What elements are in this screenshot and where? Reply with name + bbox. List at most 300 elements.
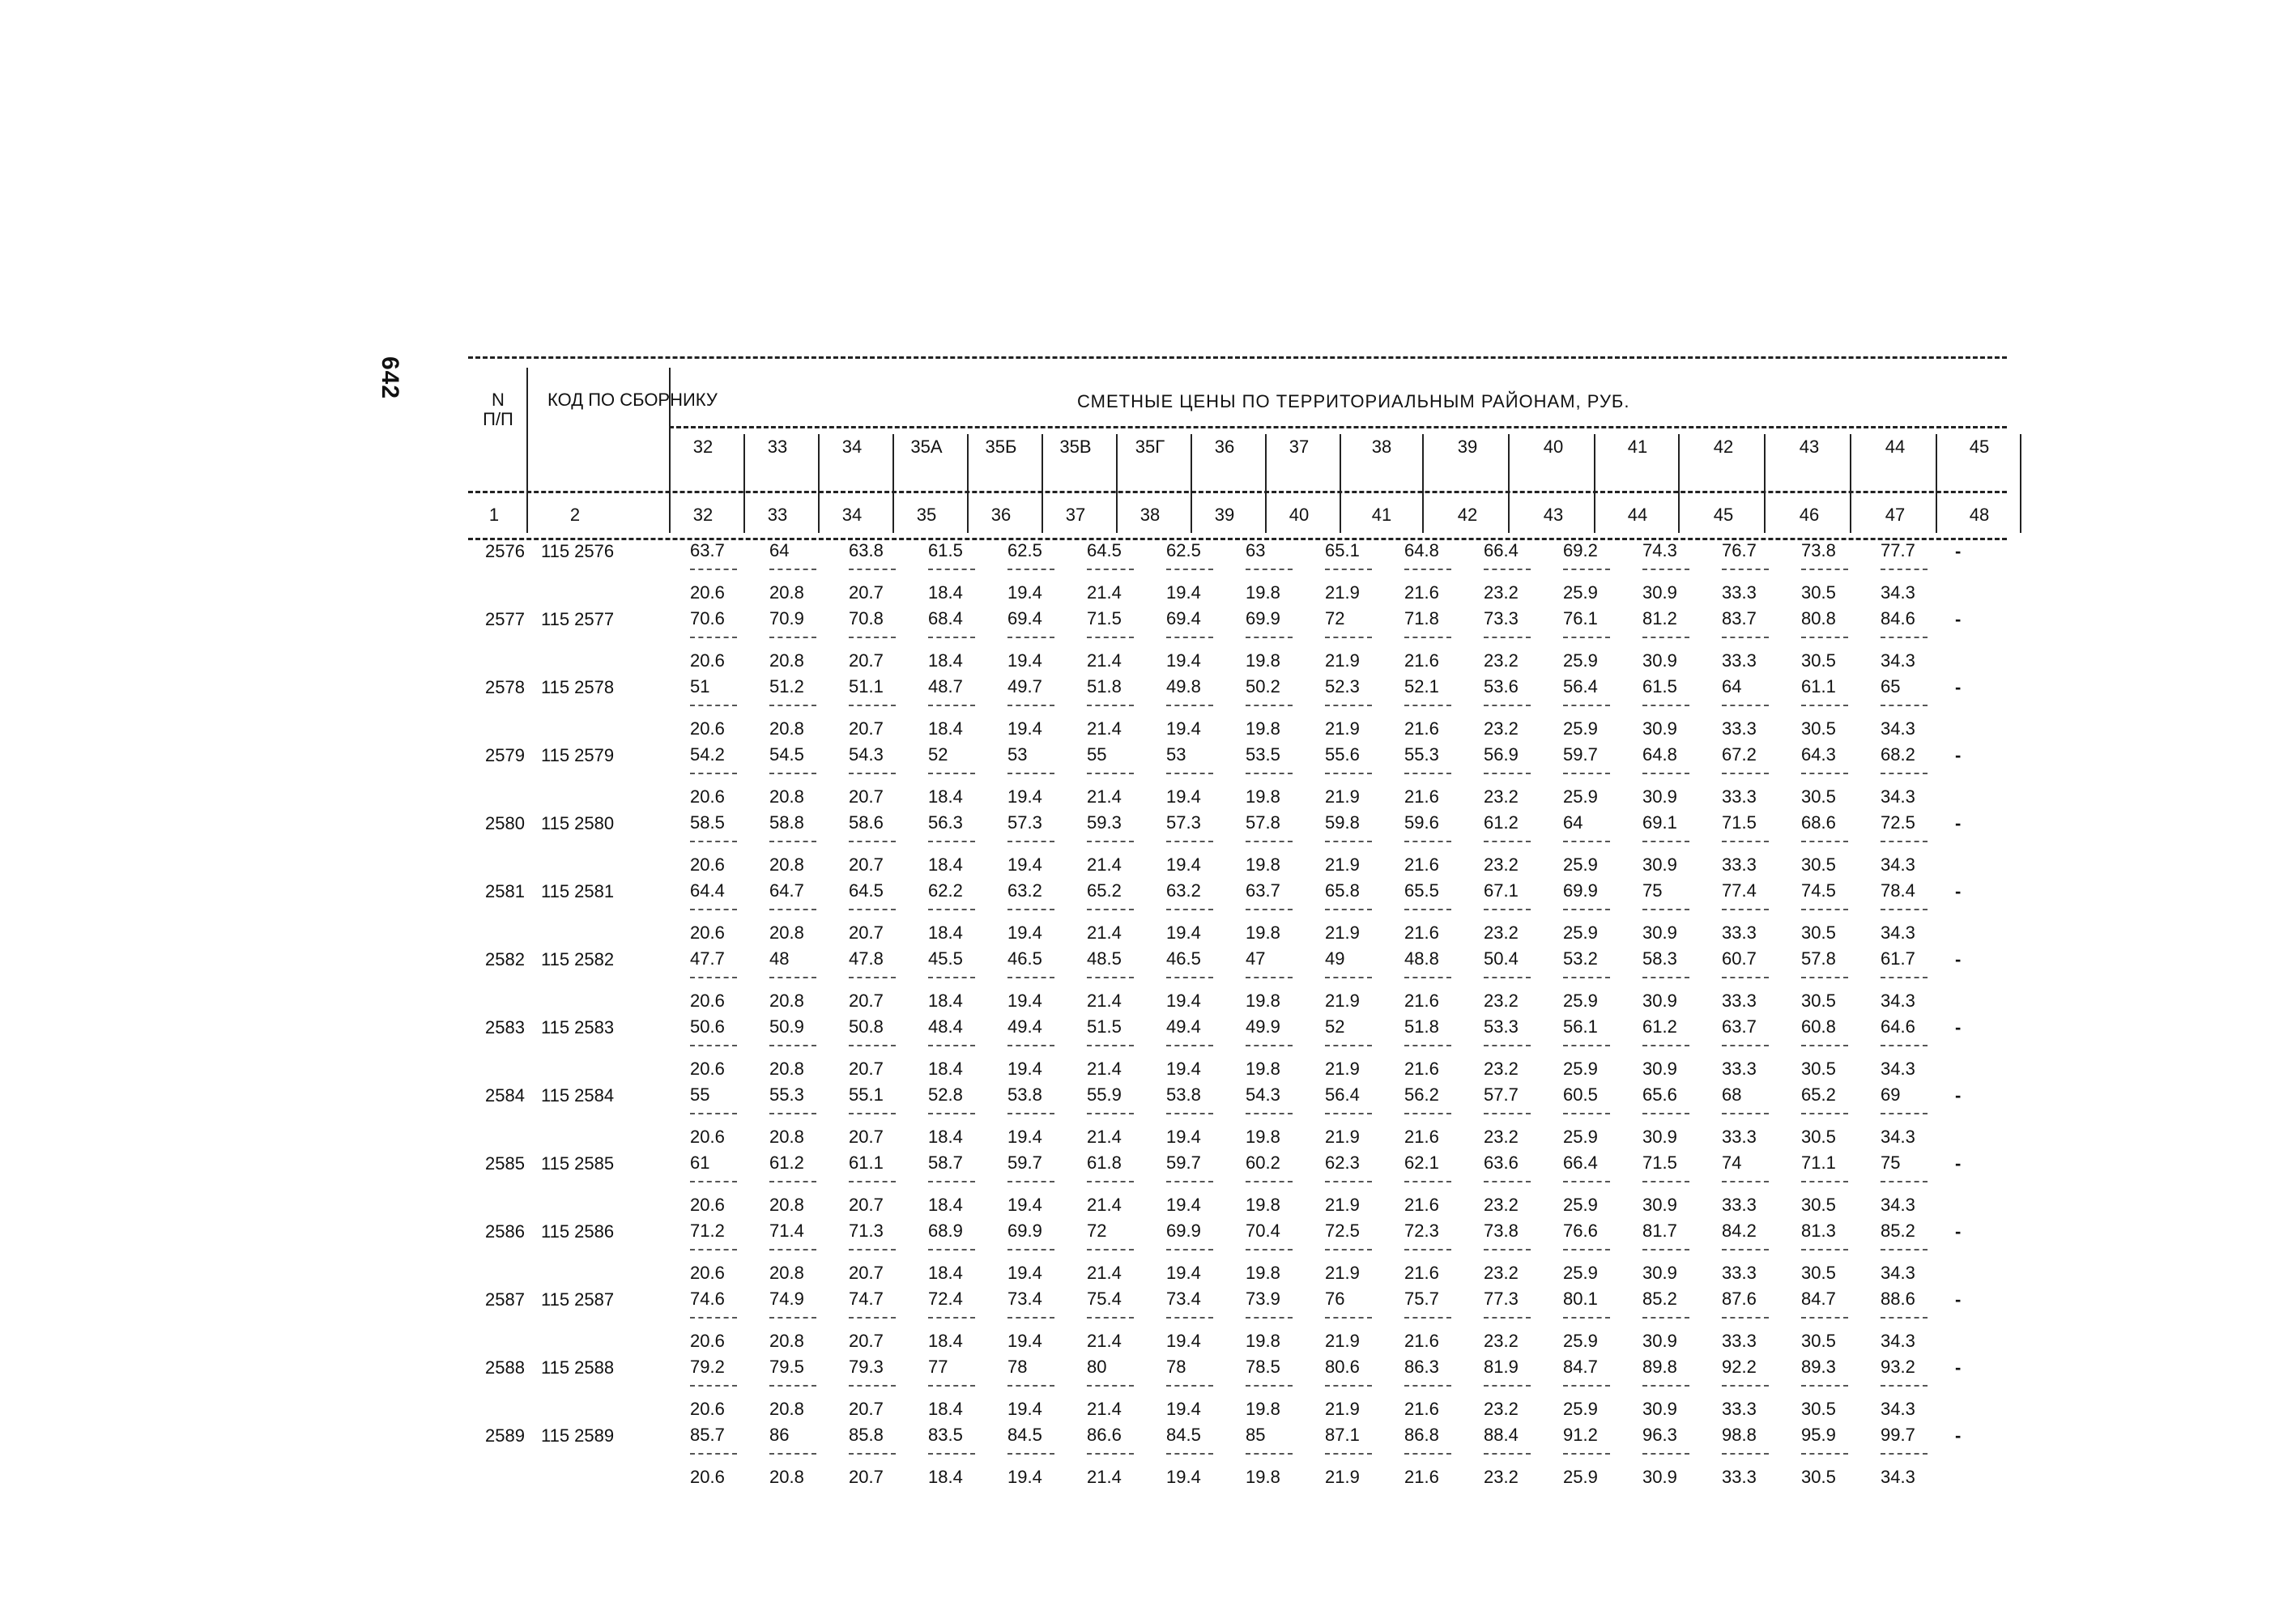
- fraction-bar: [690, 765, 737, 774]
- fraction-bar: [928, 765, 975, 774]
- price-value: 48.5: [1087, 948, 1122, 969]
- price-value: 57.3: [1007, 812, 1042, 833]
- price-table: [468, 541, 1961, 1493]
- price-cell: [1082, 609, 1161, 677]
- price-cell: [1479, 1425, 1558, 1493]
- fraction-bar: [1007, 765, 1054, 774]
- wage-value: 21.6: [1404, 1127, 1439, 1147]
- wage-value: 21.4: [1087, 718, 1122, 739]
- fraction-bar: [1642, 628, 1689, 638]
- price-cell: [1717, 949, 1796, 1017]
- empty-value-dash: -: [1955, 609, 1962, 629]
- wage-value: 21.4: [1087, 1195, 1122, 1215]
- price-value: 80.8: [1801, 608, 1836, 628]
- price-cell: [1161, 813, 1241, 881]
- header-top-rule: [468, 356, 2007, 359]
- wage-value: 21.4: [1087, 1331, 1122, 1351]
- header-mid-rule: [669, 426, 2007, 428]
- empty-value-dash: -: [1955, 813, 1962, 833]
- fraction-bar: [1246, 697, 1293, 706]
- price-cell: [1241, 609, 1320, 677]
- wage-value: 20.6: [690, 854, 725, 875]
- price-value: 74.3: [1642, 540, 1677, 560]
- wage-value: 19.4: [1007, 1399, 1042, 1419]
- price-cell: [765, 1289, 844, 1357]
- fraction-bar: [1166, 1241, 1213, 1250]
- row-code: 115 2589: [541, 1425, 615, 1446]
- fraction-bar: [1722, 1309, 1769, 1319]
- price-value: 67.1: [1484, 880, 1519, 901]
- price-value: 83.7: [1722, 608, 1757, 628]
- wage-value: 20.7: [849, 718, 884, 739]
- fraction-bar: [1722, 1445, 1769, 1455]
- fraction-bar: [1087, 1445, 1134, 1455]
- fraction-bar: [1563, 628, 1610, 638]
- wage-value: 21.6: [1404, 582, 1439, 603]
- price-cell: [1082, 1289, 1161, 1357]
- wage-value: 23.2: [1484, 1467, 1519, 1487]
- price-cell: [1638, 541, 1717, 609]
- price-value: 85.8: [849, 1425, 884, 1445]
- table-row: [468, 1153, 1961, 1221]
- fraction-bar: [1722, 969, 1769, 978]
- price-value: 75: [1642, 880, 1663, 901]
- row-number: 2579: [485, 745, 525, 765]
- row-number: 2577: [485, 609, 525, 629]
- price-value: 66.4: [1563, 1152, 1598, 1173]
- price-value: 51.8: [1404, 1016, 1439, 1037]
- price-value: 77.4: [1722, 880, 1757, 901]
- price-cell: [923, 1357, 1003, 1425]
- price-cell: [1241, 1357, 1320, 1425]
- wage-value: 34.3: [1881, 1467, 1915, 1487]
- price-cell: [1241, 677, 1320, 745]
- price-cell: [923, 949, 1003, 1017]
- price-value: 49.7: [1007, 676, 1042, 697]
- row-number: 2587: [485, 1289, 525, 1310]
- fraction-bar: [1801, 1241, 1848, 1250]
- fraction-bar: [1484, 765, 1531, 774]
- price-cell: [1638, 1017, 1717, 1085]
- wage-value: 21.6: [1404, 1331, 1439, 1351]
- price-cell: [1558, 1425, 1638, 1493]
- row-number: 2583: [485, 1017, 525, 1037]
- price-cell: [1399, 1017, 1479, 1085]
- fraction-bar: [769, 1377, 816, 1387]
- column-number: 46: [1799, 505, 1820, 525]
- wage-value: 19.4: [1166, 786, 1201, 807]
- price-cell: [765, 1085, 844, 1153]
- wage-value: 18.4: [928, 1399, 963, 1419]
- price-cell: [1876, 745, 1955, 813]
- fraction-bar: [1484, 1241, 1531, 1250]
- price-value: 56.3: [928, 812, 963, 833]
- wage-value: 21.6: [1404, 1059, 1439, 1079]
- fraction-bar: [1881, 1309, 1928, 1319]
- price-value: 98.8: [1722, 1425, 1757, 1445]
- price-value: 61.1: [1801, 676, 1836, 697]
- price-value: 58.5: [690, 812, 725, 833]
- wage-value: 21.9: [1325, 1399, 1360, 1419]
- price-cell: [1796, 1017, 1876, 1085]
- price-cell: [1796, 745, 1876, 813]
- price-cell: [1399, 813, 1479, 881]
- price-cell: [1320, 1017, 1399, 1085]
- column-divider: [1678, 434, 1680, 533]
- price-value: 86: [769, 1425, 790, 1445]
- wage-value: 23.2: [1484, 922, 1519, 943]
- price-value: 87.1: [1325, 1425, 1360, 1445]
- price-cell: [1717, 1221, 1796, 1289]
- wage-value: 30.9: [1642, 1263, 1677, 1283]
- price-value: 81.9: [1484, 1357, 1519, 1377]
- price-cell: [685, 1289, 765, 1357]
- region-code-header: 37: [1289, 437, 1310, 457]
- price-value: 59.7: [1563, 744, 1598, 765]
- price-value: 72.5: [1881, 812, 1915, 833]
- price-value: 55: [690, 1084, 710, 1105]
- price-cell: [844, 813, 923, 881]
- fraction-bar: [928, 560, 975, 570]
- price-cell: [923, 813, 1003, 881]
- price-cell: [1638, 1289, 1717, 1357]
- fraction-bar: [1642, 1105, 1689, 1114]
- price-cell: [685, 949, 765, 1017]
- wage-value: 34.3: [1881, 718, 1915, 739]
- price-value: 49: [1325, 948, 1345, 969]
- wage-value: 18.4: [928, 718, 963, 739]
- fraction-bar: [1722, 1105, 1769, 1114]
- price-cell: [1161, 949, 1241, 1017]
- price-value: 79.3: [849, 1357, 884, 1377]
- price-value: 87.6: [1722, 1289, 1757, 1309]
- price-cell: [1479, 1153, 1558, 1221]
- fraction-bar: [690, 560, 737, 570]
- price-cell: [1399, 609, 1479, 677]
- fraction-bar: [1563, 765, 1610, 774]
- fraction-bar: [1404, 1309, 1451, 1319]
- price-value: 84.6: [1881, 608, 1915, 628]
- row-code: 115 2585: [541, 1153, 615, 1174]
- price-value: 63.7: [1246, 880, 1280, 901]
- price-value: 85: [1246, 1425, 1266, 1445]
- price-value: 53.6: [1484, 676, 1519, 697]
- fraction-bar: [928, 901, 975, 910]
- empty-value-dash: -: [1955, 1289, 1962, 1310]
- wage-value: 21.4: [1087, 1399, 1122, 1419]
- price-cell: [1161, 881, 1241, 949]
- column-number: 36: [990, 505, 1012, 525]
- fraction-bar: [1563, 1445, 1610, 1455]
- fraction-bar: [1246, 628, 1293, 638]
- fraction-bar: [1087, 1309, 1134, 1319]
- price-value: 56.1: [1563, 1016, 1598, 1037]
- fraction-bar: [1801, 969, 1848, 978]
- wage-value: 18.4: [928, 786, 963, 807]
- price-value: 85.7: [690, 1425, 725, 1445]
- fraction-bar: [1563, 560, 1610, 570]
- fraction-bar: [1881, 697, 1928, 706]
- wage-value: 19.8: [1246, 922, 1280, 943]
- price-cell: [1796, 1085, 1876, 1153]
- wage-value: 30.5: [1801, 1331, 1836, 1351]
- price-cell: [1241, 1085, 1320, 1153]
- price-value: 73.9: [1246, 1289, 1280, 1309]
- price-value: 58.6: [849, 812, 884, 833]
- price-cell: [923, 745, 1003, 813]
- fraction-bar: [1404, 1173, 1451, 1182]
- row-code: 115 2586: [541, 1221, 615, 1242]
- row-number: 2586: [485, 1221, 525, 1242]
- fraction-bar: [1007, 560, 1054, 570]
- wage-value: 23.2: [1484, 1059, 1519, 1079]
- price-cell: [1082, 1153, 1161, 1221]
- price-value: 88.6: [1881, 1289, 1915, 1309]
- price-value: 62.5: [1007, 540, 1042, 560]
- wage-value: 21.4: [1087, 854, 1122, 875]
- header-divider: [526, 368, 528, 533]
- column-divider: [1508, 434, 1510, 533]
- price-cell: [844, 1221, 923, 1289]
- price-cell: [1717, 677, 1796, 745]
- price-value: 69.4: [1007, 608, 1042, 628]
- price-cell: [685, 813, 765, 881]
- fraction-bar: [1563, 969, 1610, 978]
- price-value: 50.8: [849, 1016, 884, 1037]
- price-value: 63: [1246, 540, 1266, 560]
- wage-value: 21.9: [1325, 1467, 1360, 1487]
- fraction-bar: [1087, 1173, 1134, 1182]
- price-cell: [1161, 1153, 1241, 1221]
- price-cell: [1161, 541, 1241, 609]
- price-cell: [1479, 677, 1558, 745]
- wage-value: 34.3: [1881, 1399, 1915, 1419]
- fraction-bar: [1881, 1173, 1928, 1182]
- wage-value: 33.3: [1722, 718, 1757, 739]
- fraction-bar: [1404, 560, 1451, 570]
- fraction-bar: [1007, 833, 1054, 842]
- column-number: 42: [1457, 505, 1478, 525]
- fraction-bar: [1325, 1309, 1372, 1319]
- price-cell: [765, 881, 844, 949]
- price-cell: [1479, 541, 1558, 609]
- wage-value: 34.3: [1881, 1331, 1915, 1351]
- column-number: 45: [1713, 505, 1734, 525]
- price-cell: [685, 1357, 765, 1425]
- price-value: 53.8: [1007, 1084, 1042, 1105]
- price-cell: [685, 1017, 765, 1085]
- price-value: 80.6: [1325, 1357, 1360, 1377]
- wage-value: 34.3: [1881, 582, 1915, 603]
- price-value: 76.6: [1563, 1221, 1598, 1241]
- price-value: 81.3: [1801, 1221, 1836, 1241]
- wage-value: 18.4: [928, 1127, 963, 1147]
- price-cell: [1320, 609, 1399, 677]
- fraction-bar: [1166, 628, 1213, 638]
- price-cell: [1717, 1289, 1796, 1357]
- price-value: 45.5: [928, 948, 963, 969]
- price-value: 63.2: [1007, 880, 1042, 901]
- price-value: 58.3: [1642, 948, 1677, 969]
- column-number: 43: [1543, 505, 1564, 525]
- fraction-bar: [1166, 1037, 1213, 1046]
- wage-value: 30.5: [1801, 1127, 1836, 1147]
- price-value: 64.3: [1801, 744, 1836, 765]
- price-value: 71.5: [1722, 812, 1757, 833]
- price-cell: [1161, 1289, 1241, 1357]
- wage-value: 34.3: [1881, 922, 1915, 943]
- wage-value: 20.8: [769, 718, 804, 739]
- wage-value: 20.6: [690, 1331, 725, 1351]
- row-number: 2585: [485, 1153, 525, 1174]
- fraction-bar: [690, 1173, 737, 1182]
- price-cell: [844, 1357, 923, 1425]
- price-cell: [765, 1153, 844, 1221]
- fraction-bar: [1881, 765, 1928, 774]
- price-cell: [1796, 1289, 1876, 1357]
- price-cell: [1241, 1221, 1320, 1289]
- price-value: 53: [1007, 744, 1028, 765]
- price-value: 93.2: [1881, 1357, 1915, 1377]
- price-value: 65.2: [1801, 1084, 1836, 1105]
- price-cell: [844, 881, 923, 949]
- fraction-bar: [1246, 1037, 1293, 1046]
- wage-value: 30.5: [1801, 1059, 1836, 1079]
- fraction-bar: [1087, 1037, 1134, 1046]
- price-value: 73.4: [1007, 1289, 1042, 1309]
- price-cell: [1003, 881, 1082, 949]
- fraction-bar: [928, 697, 975, 706]
- price-cell: [685, 677, 765, 745]
- region-code-header: 39: [1457, 437, 1478, 457]
- price-value: 53.8: [1166, 1084, 1201, 1105]
- fraction-bar: [1325, 969, 1372, 978]
- price-value: 65.1: [1325, 540, 1360, 560]
- wage-value: 18.4: [928, 991, 963, 1011]
- column-number: 47: [1885, 505, 1906, 525]
- wage-value: 21.6: [1404, 786, 1439, 807]
- price-value: 53: [1166, 744, 1186, 765]
- price-value: 64.4: [690, 880, 725, 901]
- fraction-bar: [1404, 1105, 1451, 1114]
- price-value: 60.8: [1801, 1016, 1836, 1037]
- wage-value: 20.8: [769, 1399, 804, 1419]
- price-cell: [1638, 1153, 1717, 1221]
- fraction-bar: [1881, 560, 1928, 570]
- wage-value: 21.6: [1404, 650, 1439, 671]
- fraction-bar: [849, 833, 896, 842]
- price-cell: [844, 1289, 923, 1357]
- fraction-bar: [1801, 833, 1848, 842]
- wage-value: 19.4: [1007, 718, 1042, 739]
- fraction-bar: [690, 1445, 737, 1455]
- price-cell: [1399, 1153, 1479, 1221]
- wage-value: 20.7: [849, 650, 884, 671]
- wage-value: 20.7: [849, 1195, 884, 1215]
- price-cell: [1638, 949, 1717, 1017]
- fraction-bar: [1722, 1037, 1769, 1046]
- price-cell: [844, 949, 923, 1017]
- price-value: 70.8: [849, 608, 884, 628]
- fraction-bar: [769, 765, 816, 774]
- table-row: [468, 1425, 1961, 1493]
- price-cell: [1638, 1221, 1717, 1289]
- price-cell: [1082, 541, 1161, 609]
- fraction-bar: [1881, 1445, 1928, 1455]
- wage-value: 25.9: [1563, 922, 1598, 943]
- fraction-bar: [1722, 628, 1769, 638]
- price-value: 71.3: [849, 1221, 884, 1241]
- price-cell: [923, 881, 1003, 949]
- fraction-bar: [690, 1309, 737, 1319]
- fraction-bar: [1801, 1377, 1848, 1387]
- fraction-bar: [1484, 628, 1531, 638]
- price-value: 60.7: [1722, 948, 1757, 969]
- price-value: 83.5: [928, 1425, 963, 1445]
- price-cell: [765, 1357, 844, 1425]
- wage-value: 25.9: [1563, 991, 1598, 1011]
- wage-value: 21.9: [1325, 650, 1360, 671]
- price-value: 48.8: [1404, 948, 1439, 969]
- fraction-bar: [1246, 833, 1293, 842]
- price-cell: [1241, 1425, 1320, 1493]
- wage-value: 20.8: [769, 786, 804, 807]
- empty-value-dash: -: [1955, 1085, 1962, 1106]
- price-value: 85.2: [1642, 1289, 1677, 1309]
- fraction-bar: [928, 1241, 975, 1250]
- price-value: 91.2: [1563, 1425, 1598, 1445]
- page-number: 642: [377, 356, 403, 400]
- region-code-header: 36: [1214, 437, 1235, 457]
- price-cell: [1161, 1085, 1241, 1153]
- price-value: 73.8: [1484, 1221, 1519, 1241]
- column-number: 2: [569, 505, 581, 525]
- price-cell: [1479, 1221, 1558, 1289]
- wage-value: 21.9: [1325, 854, 1360, 875]
- price-cell: [923, 1017, 1003, 1085]
- wage-value: 19.4: [1007, 854, 1042, 875]
- price-cell: [1558, 677, 1638, 745]
- fraction-bar: [1484, 560, 1531, 570]
- fraction-bar: [690, 1377, 737, 1387]
- region-code-header: 41: [1627, 437, 1648, 457]
- price-value: 71.1: [1801, 1152, 1836, 1173]
- price-cell: [1479, 1289, 1558, 1357]
- row-code: 115 2588: [541, 1357, 615, 1378]
- price-cell: [1320, 881, 1399, 949]
- wage-value: 18.4: [928, 1263, 963, 1283]
- fraction-bar: [1642, 1377, 1689, 1387]
- wage-value: 30.5: [1801, 1263, 1836, 1283]
- wage-value: 19.4: [1007, 1467, 1042, 1487]
- price-cell: [1320, 1357, 1399, 1425]
- fraction-bar: [769, 1173, 816, 1182]
- price-cell: [1399, 745, 1479, 813]
- price-cell: [1479, 1017, 1558, 1085]
- price-cell: [685, 1085, 765, 1153]
- fraction-bar: [1801, 765, 1848, 774]
- price-cell: [765, 541, 844, 609]
- fraction-bar: [1166, 1377, 1213, 1387]
- wage-value: 25.9: [1563, 1331, 1598, 1351]
- wage-value: 30.5: [1801, 650, 1836, 671]
- price-cell: [1876, 949, 1955, 1017]
- fraction-bar: [849, 765, 896, 774]
- fraction-bar: [1722, 901, 1769, 910]
- price-cell: [1320, 813, 1399, 881]
- wage-value: 20.8: [769, 1127, 804, 1147]
- fraction-bar: [1563, 1173, 1610, 1182]
